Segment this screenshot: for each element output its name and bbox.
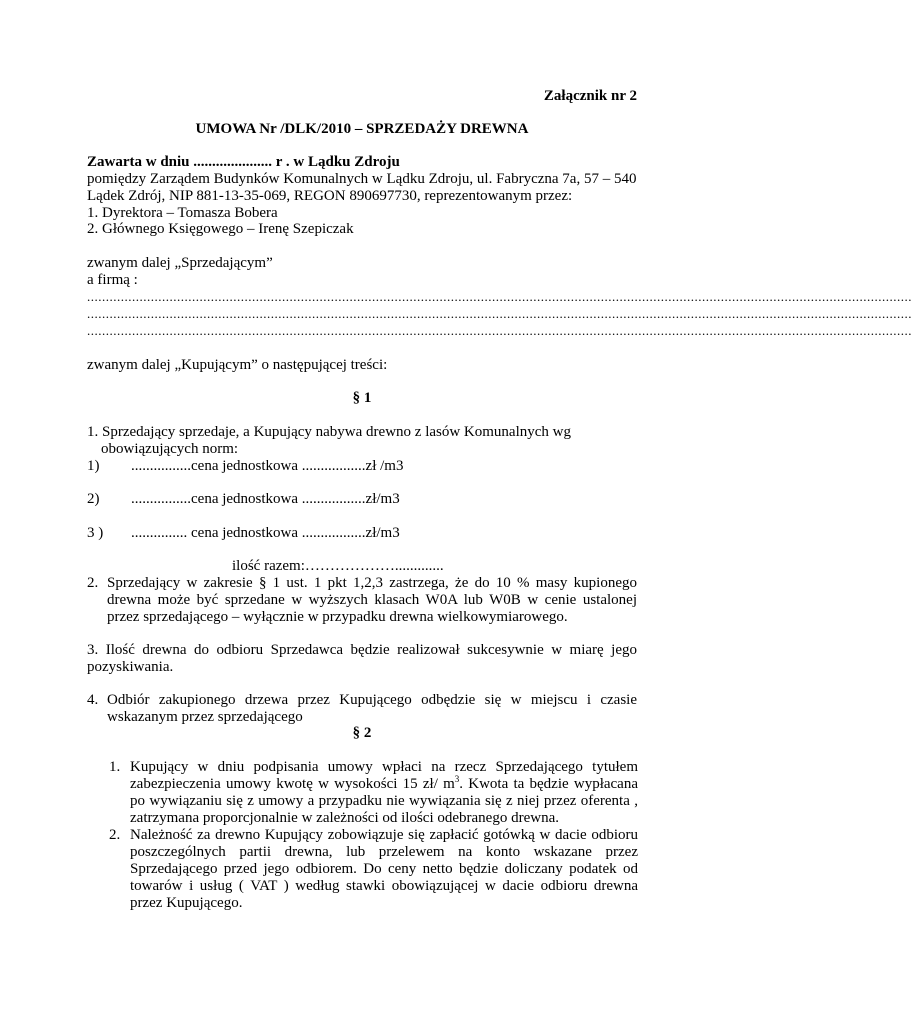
buyer-designation: zwanym dalej „Kupującym” o następującej treści: [87, 357, 388, 373]
price-item-number: 2) [87, 491, 100, 507]
s1-p3-text: 3. Ilość drewna do odbioru Sprzedawca będzie realizował sukcesywnie w miarę jego pozyskiwania. [87, 642, 637, 675]
total-quantity: ilość razem:………………............. [232, 558, 444, 574]
s1-p4-text: Odbiór zakupionego drzewa przez Kupującego odbędzie się w miejscu i czasie wskazanym przez sprzedającego [107, 692, 637, 725]
s2-p1-text-b: . Kwota ta będzie wypłacana po wywiązaniu się z umowy a przypadku nie wywiązania się z niej przez oferenta , zatrzymana proporcjonalnie w zależności od ilości odebranego drewna. [130, 776, 638, 826]
parties-line-2: Lądek Zdrój, NIP 881-13-35-069, REGON 890697730, reprezentowanym przez: [87, 188, 573, 204]
parties-line-1: pomiędzy Zarządem Budynków Komunalnych w Lądku Zdroju, ul. Fabryczna 7a, 57 – 540 [87, 171, 637, 187]
s1-p2-text: Sprzedający w zakresie § 1 ust. 1 pkt 1,2,3 zastrzega, że do 10 % masy kupionego drewna może być sprzedane w wyższych klasach W0A lub W0B w cenie ustalonej przez sprzedającego – wyłącznie w przypadku drewna wielkowymiarowego. [107, 575, 637, 625]
s1-p4-number: 4. [87, 692, 99, 708]
price-item-text: ................cena jednostkowa .................zł/m3 [131, 491, 400, 507]
price-item-text: ................cena jednostkowa .................zł /m3 [131, 458, 404, 474]
s2-p1-text-a: Kupujący w dniu podpisania umowy wpłaci na rzecz Sprzedającego tytułem zabezpieczenia umowy kwotę w wysokości 15 zł/ m [130, 759, 638, 792]
firm-fill-line-3: ............................................................................................................................................................................................................................ [87, 323, 912, 338]
contract-title: UMOWA Nr /DLK/2010 – SPRZEDAŻY DREWNA [195, 121, 529, 137]
section-2-heading: § 2 [352, 725, 372, 741]
s1-p1-line1: 1. Sprzedający sprzedaje, a Kupujący nabywa drewno z lasów Komunalnych wg [87, 424, 571, 440]
s1-p2-number: 2. [87, 575, 99, 591]
firm-fill-line-2: ............................................................................................................................................................................................................................ [87, 306, 912, 321]
representative-1: 1. Dyrektora – Tomasza Bobera [87, 205, 278, 221]
s2-p1-text [130, 759, 638, 827]
s1-p1-line2: obowiązujących norm: [101, 441, 239, 457]
s2-p1-number: 1. [109, 759, 121, 775]
representative-2: 2. Głównego Księgowego – Irenę Szepiczak [87, 221, 354, 237]
s2-p2-number: 2. [109, 827, 121, 843]
price-item-text: ............... cena jednostkowa .................zł/m3 [131, 525, 400, 541]
and-firm-label: a firmą : [87, 272, 138, 288]
concluded-date-line: Zawarta w dniu ..................... r . w Lądku Zdroju [87, 154, 400, 170]
attachment-label: Załącznik nr 2 [543, 88, 637, 104]
firm-fill-line-1: ............................................................................................................................................................................................................................ [87, 289, 912, 304]
s2-p2-text: Należność za drewno Kupujący zobowiązuje się zapłacić gotówką w dacie odbioru poszczególnych partii drewna, lub przelewem na konto wskazane przez Sprzedającego przed jego odbiorem. Do ceny netto będzie doliczany podatek od towarów i usług ( VAT ) według stawki obowiązującej w dacie odbioru drewna przez Kupującego. [130, 827, 638, 911]
seller-designation: zwanym dalej „Sprzedającym” [87, 255, 273, 271]
cubic-superscript: 3 [454, 774, 460, 784]
price-item-number: 1) [87, 458, 100, 474]
section-1-heading: § 1 [352, 390, 372, 406]
price-item-number: 3 ) [87, 525, 104, 541]
